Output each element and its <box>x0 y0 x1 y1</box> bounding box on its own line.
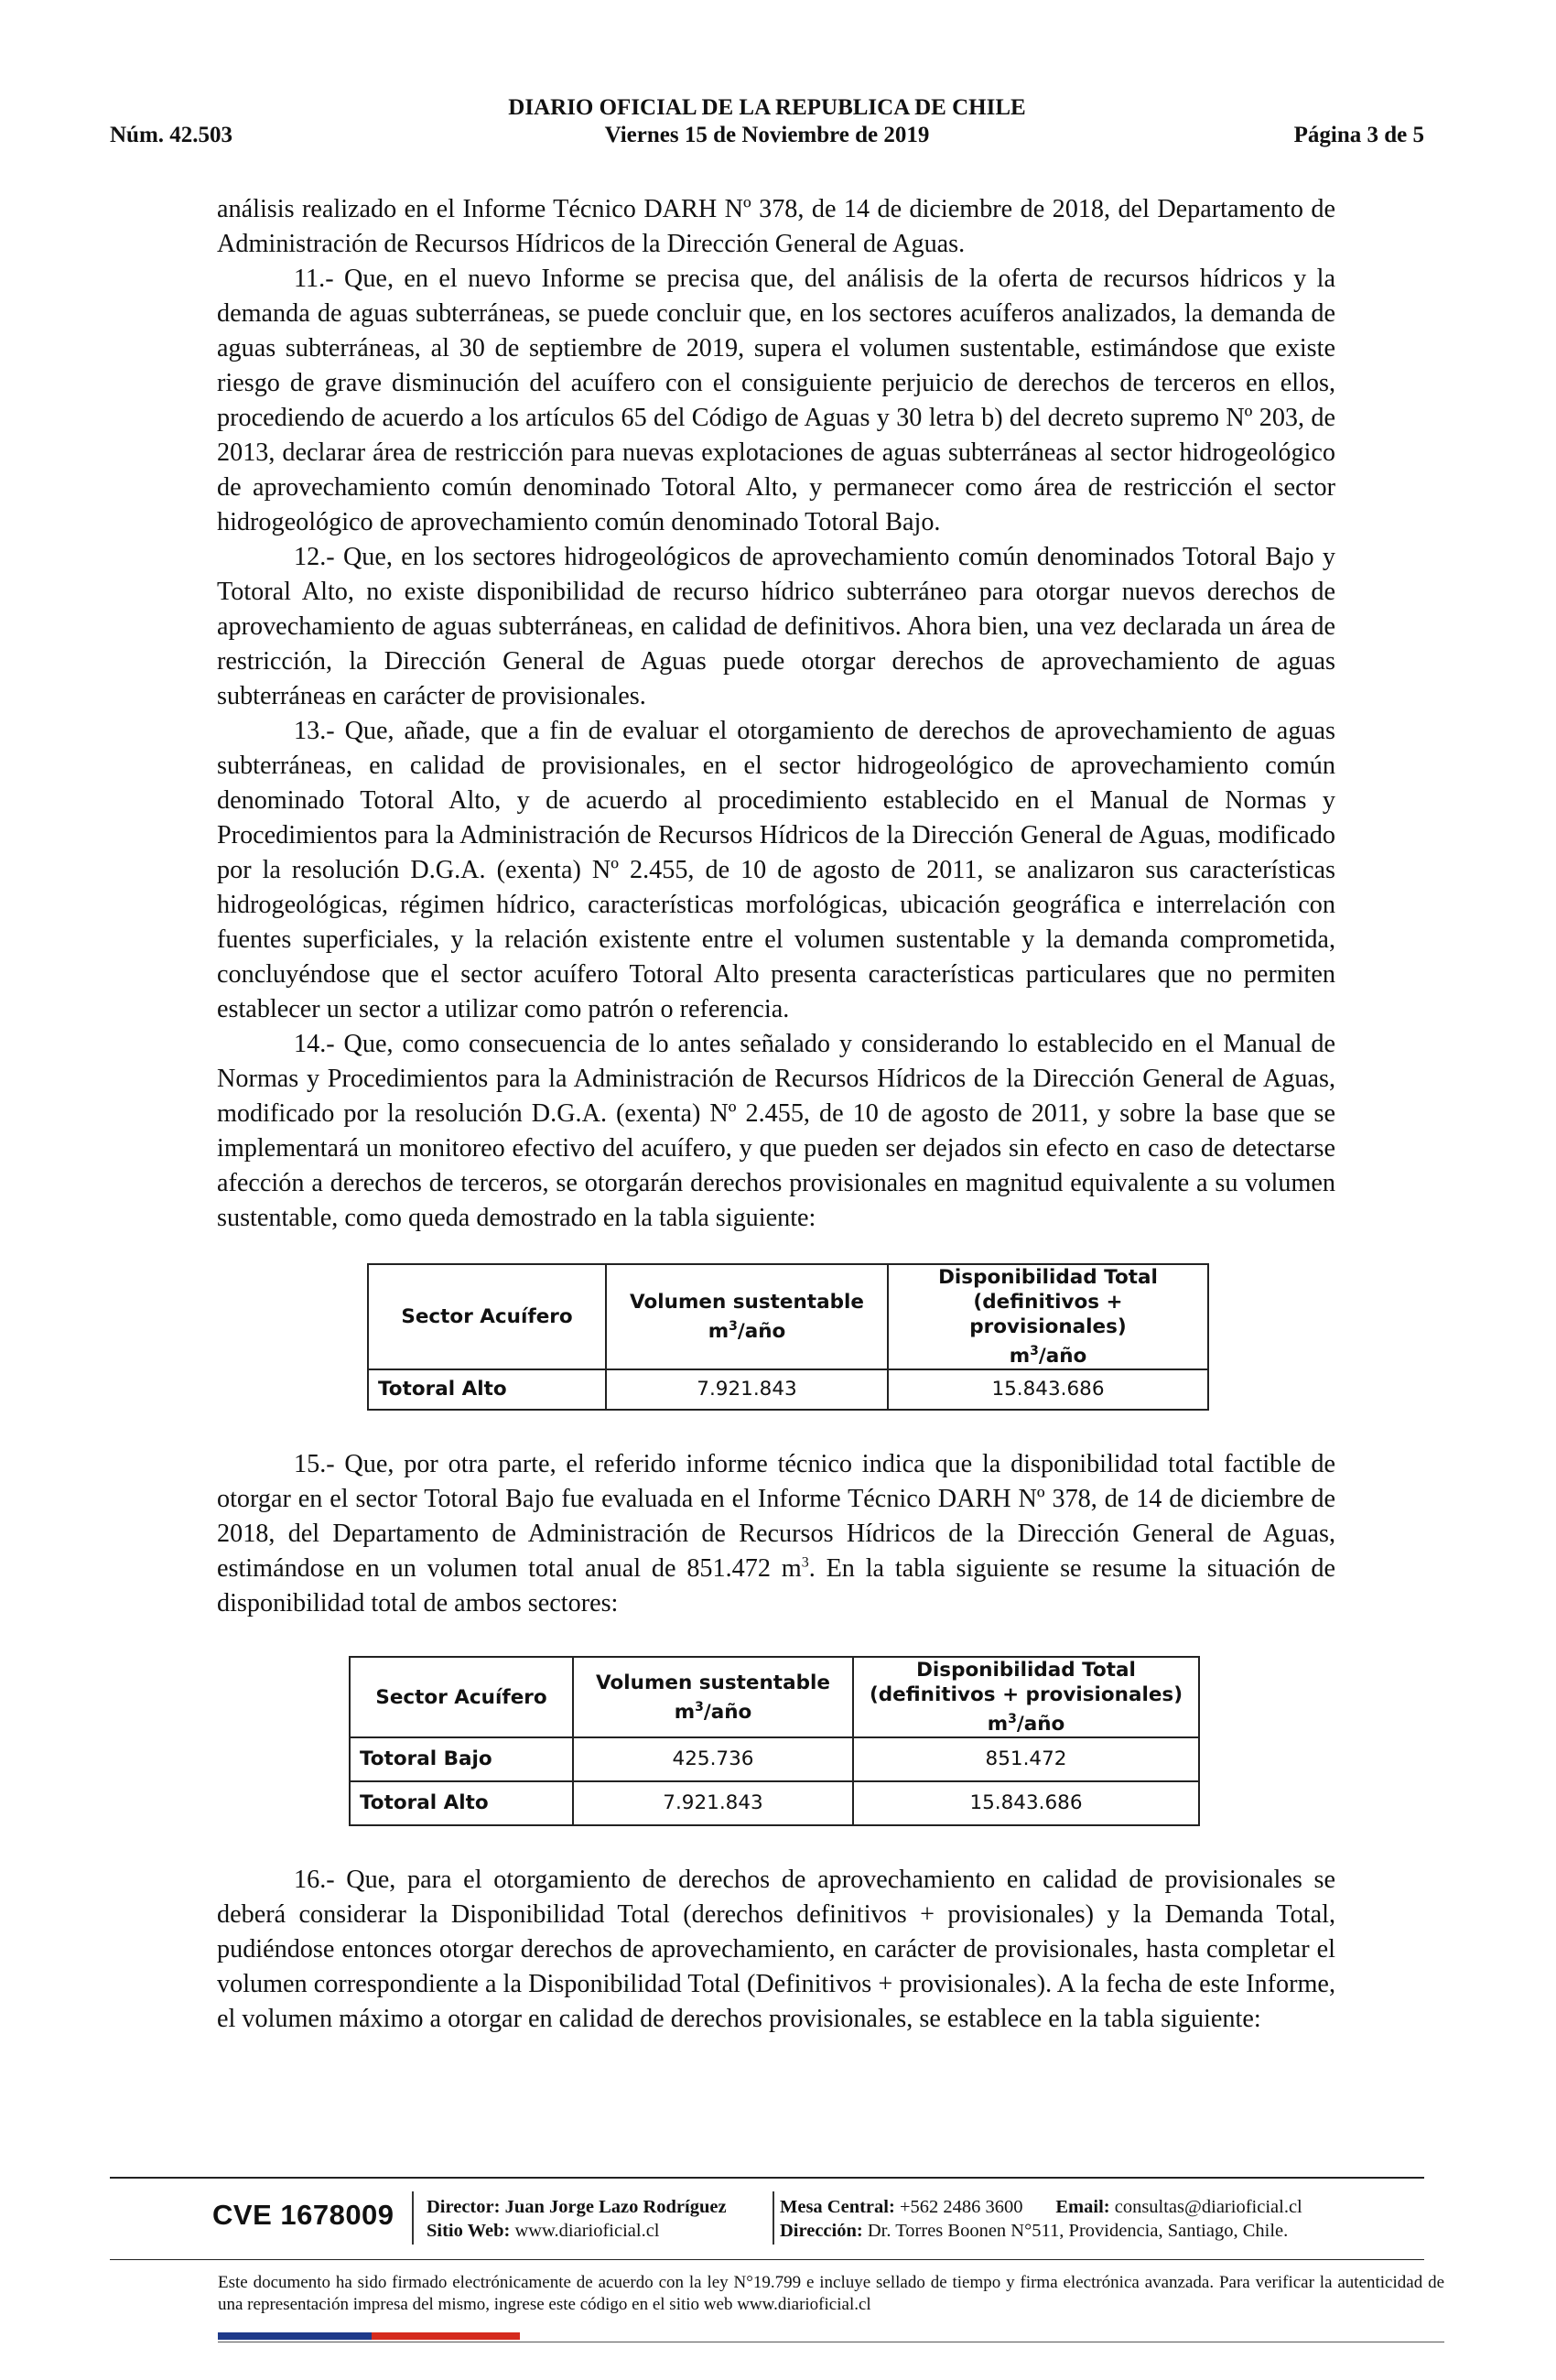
director-name: Juan Jorge Lazo Rodríguez <box>504 2197 727 2217</box>
availability-table-1 <box>367 1263 1209 1411</box>
cell-sector: Totoral Alto <box>350 1781 573 1825</box>
flag-red-stripe <box>372 2332 520 2340</box>
footer-separator <box>773 2191 774 2245</box>
table-totoral-alto <box>367 1263 1335 1411</box>
availability-table-2 <box>349 1656 1200 1826</box>
paragraph-continuation: análisis realizado en el Informe Técnico DARH Nº 378, de 14 de diciembre de 2018, del Departamento de Administración de Recursos Hídricos de la Dirección General de Aguas. <box>217 195 1335 258</box>
document-body <box>217 192 1335 2037</box>
site-link[interactable]: www.diarioficial.cl <box>514 2221 660 2241</box>
table-row <box>368 1369 1208 1410</box>
cve-code: CVE 1678009 <box>212 2199 394 2231</box>
footer-director-block: Director: Juan Jorge Lazo Rodríguez Sitio Web: www.diarioficial.cl <box>427 2197 727 2241</box>
issue-number: Núm. 42.503 <box>110 123 233 147</box>
table-row <box>350 1737 1199 1781</box>
cell-disponibilidad: 15.843.686 <box>853 1781 1199 1825</box>
page-footer <box>110 2177 1444 2351</box>
table-both-sectors <box>349 1656 1335 1826</box>
issue-date: Viernes 15 de Noviembre de 2019 <box>604 123 930 147</box>
header-disponibilidad: Disponibilidad Total (definitivos + provisionales) $m^3$/año <box>853 1657 1199 1737</box>
footer-divider <box>110 2177 1424 2179</box>
paragraph-13: 13.- Que, añade, que a fin de evaluar el otorgamiento de derechos de aprovechamiento de aguas subterráneas, en calidad de provisionales, en el sector hidrogeológico de aprovechamiento común denominado Totoral Alto, y de acuerdo al procedimiento establecido en el Manual de Normas y Procedimientos para la Administración de Recursos Hídricos de la Dirección General de Aguas, modificado por la resolución D.G.A. (exenta) Nº 2.455, de 10 de agosto de 2011, se analizaron sus características hidrogeológicas, régimen hídrico, características morfológicas, ubicación geográfica e interrelación con fuentes superficiales, y la relación existente entre el volumen sustentable y la demanda comprometida, concluyéndose que el sector acuífero Totoral Alto presenta características particulares que no permiten establecer un sector a utilizar como patrón o referencia. <box>217 717 1335 1023</box>
cell-volumen: 7.921.843 <box>573 1781 853 1825</box>
cell-disponibilidad: 851.472 <box>853 1737 1199 1781</box>
signature-note: Este documento ha sido firmado electrónicamente de acuerdo con la ley N°19.799 e incluye sellado de tiempo y firma electrónica avanzada. Para verificar la autenticidad de una representación impresa del mismo, ingrese este código en el sitio web www.diarioficial.cl <box>218 2273 1444 2314</box>
cell-disponibilidad: 15.843.686 <box>888 1369 1208 1410</box>
email-link[interactable]: consultas@diarioficial.cl <box>1114 2197 1302 2217</box>
header-sector: Sector Acuífero <box>368 1264 606 1369</box>
header-volumen: Volumen sustentable $m^3$/año <box>606 1264 888 1369</box>
page-header <box>110 92 1424 148</box>
paragraph-15: 15.- Que, por otra parte, el referido informe técnico indica que la disponibilidad total factible de otorgar en el sector Totoral Bajo fue evaluada en el Informe Técnico DARH Nº 378, de 14 de diciembre de 2018, del Departamento de Administración de Recursos Hídricos de la Dirección General de Aguas, estimándose en un volumen total anual de 851.472 $m^3$. En la tabla siguiente se resume la situación de disponibilidad total de ambos sectores: <box>217 1450 1335 1618</box>
paragraph-11: 11.- Que, en el nuevo Informe se precisa que, del análisis de la oferta de recursos hídricos y la demanda de aguas subterráneas, se puede concluir que, en los sectores acuíferos analizados, la demanda de aguas subterráneas, al 30 de septiembre de 2019, supera el volumen sustentable, estimándose que existe riesgo de grave disminución del acuífero con el consiguiente perjuicio de derechos de terceros en ellos, procediendo de acuerdo a los artículos 65 del Código de Aguas y 30 letra b) del decreto supremo Nº 203, de 2013, declarar área de restricción para nuevas explotaciones de aguas subterráneas al sector hidrogeológico de aprovechamiento común denominado Totoral Alto, y permanecer como área de restricción el sector hidrogeológico de aprovechamiento común denominado Totoral Bajo. <box>217 265 1335 536</box>
cell-volumen: 425.736 <box>573 1737 853 1781</box>
cell-sector: Totoral Bajo <box>350 1737 573 1781</box>
header-sector: Sector Acuífero <box>350 1657 573 1737</box>
footer-divider <box>110 2259 1424 2260</box>
table-row <box>350 1781 1199 1825</box>
footer-contact-block: Mesa Central: +562 2486 3600 Email: consultas@diarioficial.cl Dirección: Dr. Torres Boonen N°511, Providencia, Santiago, Chile. <box>780 2197 1302 2241</box>
footer-separator <box>412 2191 414 2245</box>
publication-title: DIARIO OFICIAL DE LA REPUBLICA DE CHILE <box>508 95 1026 120</box>
flag-blue-stripe <box>218 2332 372 2340</box>
paragraph-16: 16.- Que, para el otorgamiento de derechos de aprovechamiento en calidad de provisionales se deberá considerar la Disponibilidad Total (derechos definitivos + provisionales) y la Demanda Total, pudiéndose entonces otorgar derechos de aprovechamiento, en carácter de provisionales, hasta completar el volumen correspondiente a la Disponibilidad Total (Definitivos + provisionales). A la fecha de este Informe, el volumen máximo a otorgar en calidad de derechos provisionales, se establece en la tabla siguiente: <box>217 1866 1335 2034</box>
address: Dr. Torres Boonen N°511, Providencia, Santiago, Chile. <box>867 2221 1289 2241</box>
cell-volumen: 7.921.843 <box>606 1369 888 1410</box>
cell-sector: Totoral Alto <box>368 1369 606 1410</box>
paragraph-12: 12.- Que, en los sectores hidrogeológicos de aprovechamiento común denominados Totoral Bajo y Totoral Alto, no existe disponibilidad de recurso hídrico subterráneo para otorgar nuevos derechos de aprovechamiento de aguas subterráneas, en calidad de definitivos. Ahora bien, una vez declarada un área de restricción, la Dirección General de Aguas puede otorgar derechos de aprovechamiento de aguas subterráneas en carácter de provisionales. <box>217 543 1335 710</box>
chile-flag-stripe <box>218 2332 520 2340</box>
header-disponibilidad: Disponibilidad Total (definitivos + provisionales) $m^3$/año <box>888 1264 1208 1369</box>
paragraph-14: 14.- Que, como consecuencia de lo antes señalado y considerando lo establecido en el Manual de Normas y Procedimientos para la Administración de Recursos Hídricos de la Dirección General de Aguas, modificado por la resolución D.G.A. (exenta) Nº 2.455, de 10 de agosto de 2011, y sobre la base que se implementará un monitoreo efectivo del acuífero, y que pueden ser dejados sin efecto en caso de detectarse afección a derechos de terceros, se otorgarán derechos provisionales en magnitud equivalente a su volumen sustentable, como queda demostrado en la tabla siguiente: <box>217 1030 1335 1232</box>
phone-number: +562 2486 3600 <box>899 2197 1023 2217</box>
page-number: Página 3 de 5 <box>1293 123 1424 147</box>
header-volumen: Volumen sustentable $m^3$/año <box>573 1657 853 1737</box>
